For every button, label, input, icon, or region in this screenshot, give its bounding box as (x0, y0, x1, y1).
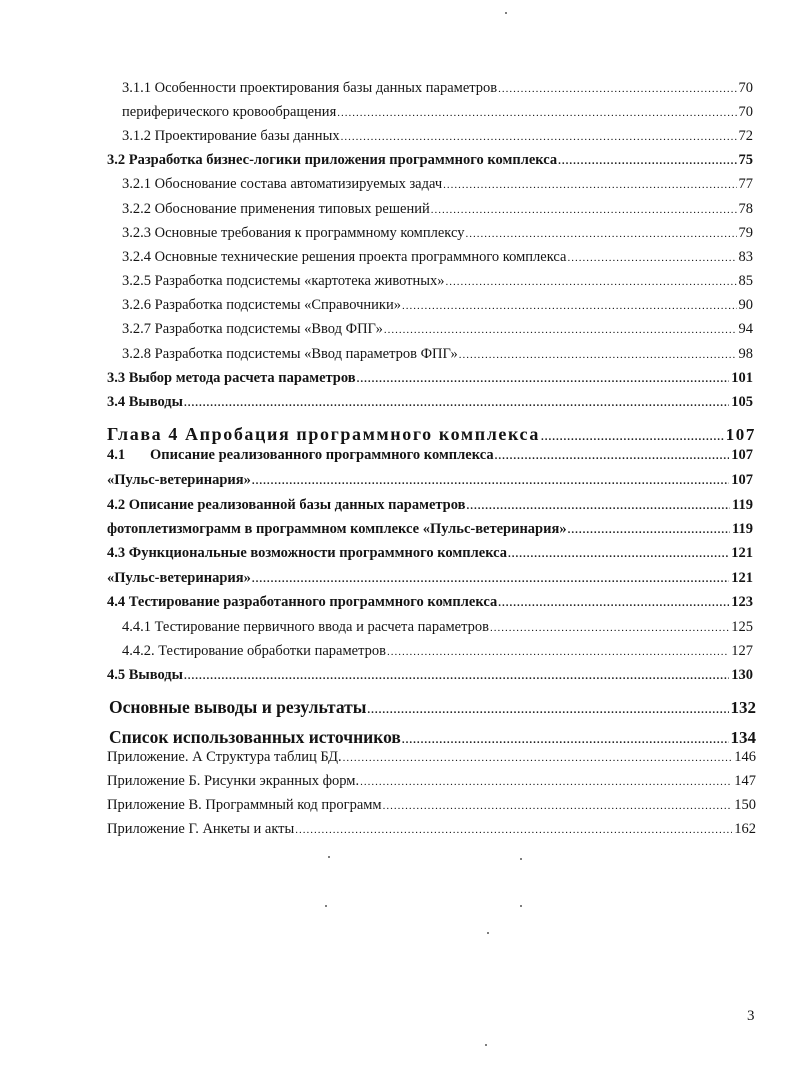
toc-leader (568, 521, 730, 539)
scan-speck (325, 905, 327, 907)
toc-leader (567, 249, 736, 267)
toc-entry (122, 618, 753, 637)
toc-entry (122, 345, 753, 364)
toc-entry-title: 4.4.1 Тестирование первичного ввода и расчета параметров (122, 619, 489, 635)
toc-entry-page: 107 (731, 447, 753, 463)
toc-leader (295, 821, 732, 839)
toc-entry-section (107, 520, 753, 539)
toc-entry-major (109, 698, 756, 719)
scan-speck (520, 905, 522, 907)
toc-entry (122, 103, 753, 122)
toc-entry-title: 3.1.1 Особенности проектирования базы данных параметров (122, 80, 498, 96)
toc-entry-title: 3.2.5 Разработка подсистемы «картотека животных» (122, 273, 445, 289)
toc-entry-title: Глава 4 Апробация программного комплекса (107, 424, 540, 444)
toc-entry-title: 3.4 Выводы (107, 394, 183, 410)
toc-leader (337, 104, 736, 122)
toc-leader (343, 749, 733, 767)
toc-entry-title-text: Описание реализованного программного комплекса (150, 447, 494, 463)
toc-leader (443, 176, 736, 194)
toc-entry-page: 121 (731, 570, 753, 586)
toc-entry (122, 200, 753, 219)
toc-entry-title: 4.4.2. Тестирование обработки параметров (122, 643, 386, 659)
toc-entry-section (107, 569, 753, 588)
scan-speck (485, 1044, 487, 1046)
toc-leader (459, 346, 737, 364)
toc-entry-page: 130 (731, 667, 753, 683)
toc-entry-title: 3.2.6 Разработка подсистемы «Справочники» (122, 297, 401, 313)
toc-entry-title: Приложение Б. Рисунки экранных форм. (107, 773, 360, 789)
toc-entry-page: 83 (738, 249, 753, 265)
toc-entry-title: 3.2.7 Разработка подсистемы «Ввод ФПГ» (122, 321, 383, 337)
toc-entry-title: Приложение В. Программный код программ (107, 797, 382, 813)
scan-speck (487, 932, 489, 934)
toc-leader (508, 545, 729, 563)
toc-entry-section (107, 666, 753, 685)
toc-entry-number: 4.1 (107, 447, 126, 463)
toc-entry-section (107, 393, 753, 412)
toc-entry (122, 320, 753, 339)
toc-entry-title: 3.2.1 Обоснование состава автоматизируемых задач (122, 176, 443, 192)
toc-entry-page: 107 (725, 425, 756, 444)
toc-leader (465, 225, 736, 243)
toc-entry-page: 150 (734, 797, 756, 813)
toc-leader (387, 643, 729, 661)
toc-entry-title: Приложение Г. Анкеты и акты (107, 821, 295, 837)
toc-entry-title: 3.1.2 Проектирование базы данных (122, 128, 340, 144)
toc-leader (402, 297, 737, 315)
toc-entry (122, 175, 753, 194)
toc-entry-page: 94 (738, 321, 753, 337)
toc-entry-page: 107 (731, 472, 753, 488)
toc-entry-title: 4.5 Выводы (107, 667, 183, 683)
toc-entry-page: 125 (731, 619, 753, 635)
toc-entry-page: 119 (732, 521, 753, 537)
toc-leader (558, 152, 736, 170)
toc-entry-page: 79 (738, 225, 753, 241)
toc-entry-title: 3.2.8 Разработка подсистемы «Ввод параметров ФПГ» (122, 346, 458, 362)
toc-entry-title (107, 446, 494, 464)
toc-leader (360, 773, 732, 791)
toc-entry-section (107, 593, 753, 612)
toc-entry-section (107, 496, 753, 515)
toc-entry-section (107, 471, 753, 490)
toc-entry-title: Основные выводы и результаты (109, 697, 367, 717)
toc-entry-title: Приложение. А Структура таблиц БД. (107, 749, 342, 765)
toc-entry-page: 72 (738, 128, 753, 144)
toc-leader (402, 731, 729, 749)
toc-entry-page: 85 (738, 273, 753, 289)
toc-entry-title: фотоплетизмограмм в программном комплексе «Пульс-ветеринария» (107, 521, 567, 537)
toc-entry-appendix (107, 796, 756, 815)
toc-entry-title: 3.3 Выбор метода расчета параметров (107, 370, 356, 386)
toc-leader (384, 321, 737, 339)
scan-speck (328, 856, 330, 858)
toc-entry-major (109, 728, 756, 749)
toc-entry (122, 272, 753, 291)
toc-leader (252, 472, 729, 490)
toc-leader (490, 619, 729, 637)
toc-entry-title: 3.2 Разработка бизнес-логики приложения программного комплекса (107, 152, 558, 168)
toc-entry-page: 147 (734, 773, 756, 789)
toc-leader (445, 273, 736, 291)
toc-entry-title: 4.3 Функциональные возможности программного комплекса (107, 545, 508, 561)
toc-entry-page: 127 (731, 643, 753, 659)
toc-entry-section (107, 369, 753, 388)
toc-entry (122, 248, 753, 267)
toc-entry-appendix (107, 772, 756, 791)
toc-entry-appendix (107, 820, 756, 839)
toc-leader (367, 701, 728, 719)
toc-entry-title: 3.2.2 Обоснование применения типовых решений (122, 201, 430, 217)
toc-entry-title: 3.2.3 Основные требования к программному комплексу (122, 225, 465, 241)
toc-leader (466, 497, 730, 515)
toc-leader (431, 201, 737, 219)
toc-entry-page: 90 (738, 297, 753, 313)
toc-entry-title: «Пульс-ветеринария» (107, 472, 251, 488)
toc-leader (541, 428, 724, 446)
toc-entry-page: 70 (738, 104, 753, 120)
toc-entry-page: 134 (730, 728, 756, 747)
toc-leader (498, 594, 729, 612)
toc-leader (357, 370, 730, 388)
toc-entry-chapter (107, 425, 756, 446)
scan-speck (520, 858, 522, 860)
toc-entry-page: 132 (730, 698, 756, 717)
toc-leader (498, 80, 736, 98)
toc-entry-page: 77 (738, 176, 753, 192)
page-number: 3 (747, 1008, 755, 1024)
toc-entry-section (107, 446, 753, 465)
toc-entry-page: 70 (738, 80, 753, 96)
toc-entry (122, 224, 753, 243)
toc-entry (122, 127, 753, 146)
toc-entry-title: Список использованных источников (109, 727, 401, 747)
toc-leader (495, 447, 730, 465)
toc-entry-title: периферического кровообращения (122, 104, 337, 120)
toc-entry-page: 75 (738, 152, 753, 168)
toc-entry-title: 4.2 Описание реализованной базы данных параметров (107, 497, 466, 513)
toc-leader (184, 667, 729, 685)
toc-entry-page: 101 (731, 370, 753, 386)
scan-speck (505, 12, 507, 14)
toc-entry-page: 162 (734, 821, 756, 837)
toc-entry-page: 121 (731, 545, 753, 561)
toc-leader (383, 797, 733, 815)
toc-entry-section (107, 544, 753, 563)
toc-entry-page: 119 (732, 497, 753, 513)
toc-entry (122, 642, 753, 661)
toc-entry (122, 79, 753, 98)
toc-entry-page: 105 (731, 394, 753, 410)
toc-leader (252, 570, 729, 588)
toc-entry-title: 4.4 Тестирование разработанного программного комплекса (107, 594, 498, 610)
toc-entry-page: 146 (734, 749, 756, 765)
toc-entry-page: 78 (738, 201, 753, 217)
toc-entry-section (107, 151, 753, 170)
toc-leader (341, 128, 737, 146)
toc-entry-title: «Пульс-ветеринария» (107, 570, 251, 586)
toc-entry-appendix (107, 748, 756, 767)
toc-entry-page: 98 (738, 346, 753, 362)
toc-entry-page: 123 (731, 594, 753, 610)
toc-entry (122, 296, 753, 315)
toc-entry-title: 3.2.4 Основные технические решения проекта программного комплекса (122, 249, 567, 265)
toc-leader (184, 394, 729, 412)
